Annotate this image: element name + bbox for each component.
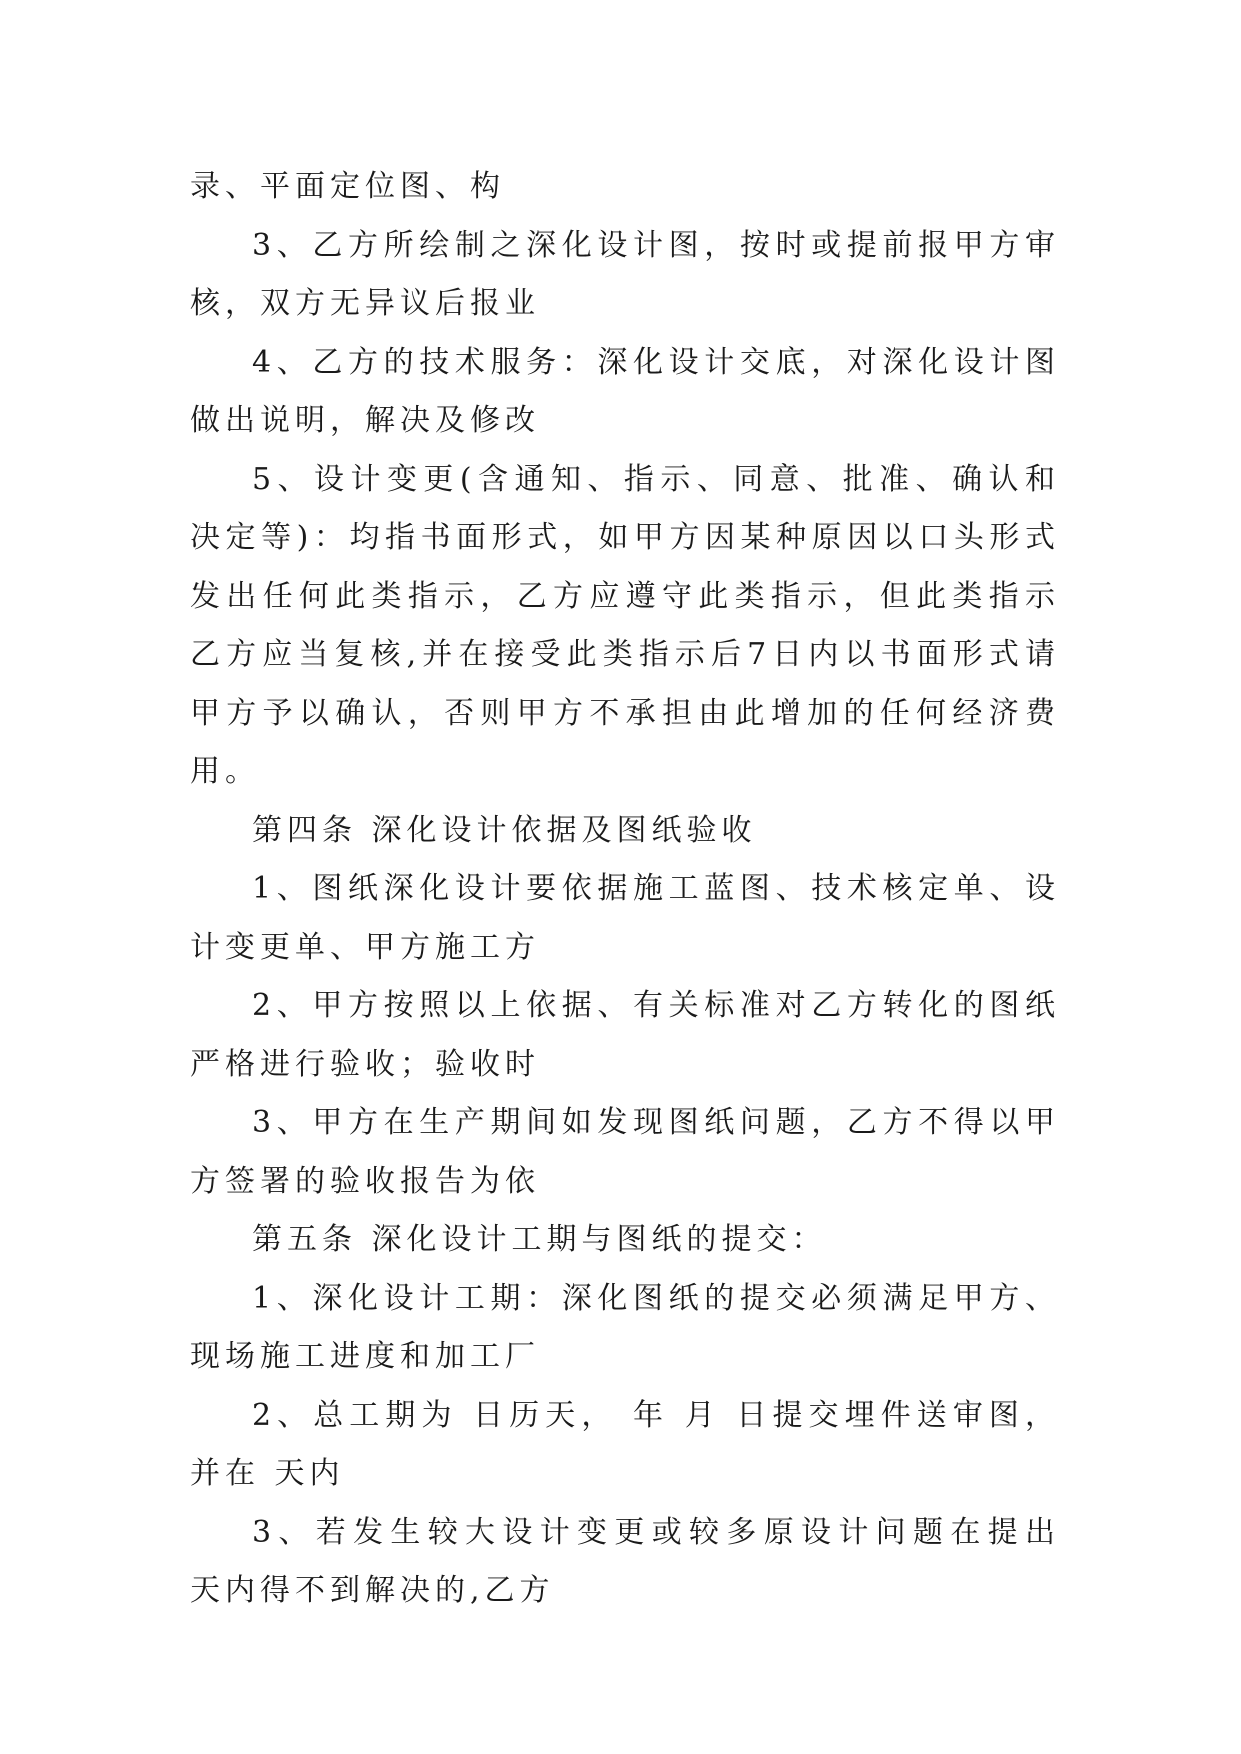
- paragraph-4: 5、设计变更(含通知、指示、同意、批准、确认和决定等)：均指书面形式，如甲方因某种原因以口头形式发出任何此类指示，乙方应遵守此类指示，但此类指示乙方应当复核,并在接受此类指示后7日内以书面形式请甲方予以确认，否则甲方不承担由此增加的任何经济费用。: [190, 461, 1060, 789]
- paragraph-3: 4、乙方的技术服务：深化设计交底，对深化设计图做出说明，解决及修改: [190, 344, 1060, 438]
- paragraph-11: 2、总工期为 日历天， 年 月 日提交埋件送审图，并在 天内: [190, 1397, 1060, 1491]
- paragraph-10: 1、深化设计工期：深化图纸的提交必须满足甲方、现场施工进度和加工厂: [190, 1280, 1060, 1374]
- paragraph-2: 3、乙方所绘制之深化设计图，按时或提前报甲方审核，双方无异议后报业: [190, 227, 1060, 321]
- document-body: [190, 158, 1075, 1621]
- section-heading-4: 第四条 深化设计依据及图纸验收: [252, 812, 757, 848]
- paragraph-1: 录、平面定位图、构: [190, 169, 505, 204]
- paragraph-8: 3、甲方在生产期间如发现图纸问题，乙方不得以甲方签署的验收报告为依: [190, 1105, 1060, 1199]
- paragraph-7: 2、甲方按照以上依据、有关标准对乙方转化的图纸严格进行验收；验收时: [190, 988, 1060, 1082]
- section-heading-5: 第五条 深化设计工期与图纸的提交：: [252, 1222, 827, 1257]
- paragraph-12: 3、若发生较大设计变更或较多原设计问题在提出 天内得不到解决的,乙方: [190, 1514, 1075, 1608]
- paragraph-6: 1、图纸深化设计要依据施工蓝图、技术核定单、设计变更单、甲方施工方: [190, 871, 1060, 965]
